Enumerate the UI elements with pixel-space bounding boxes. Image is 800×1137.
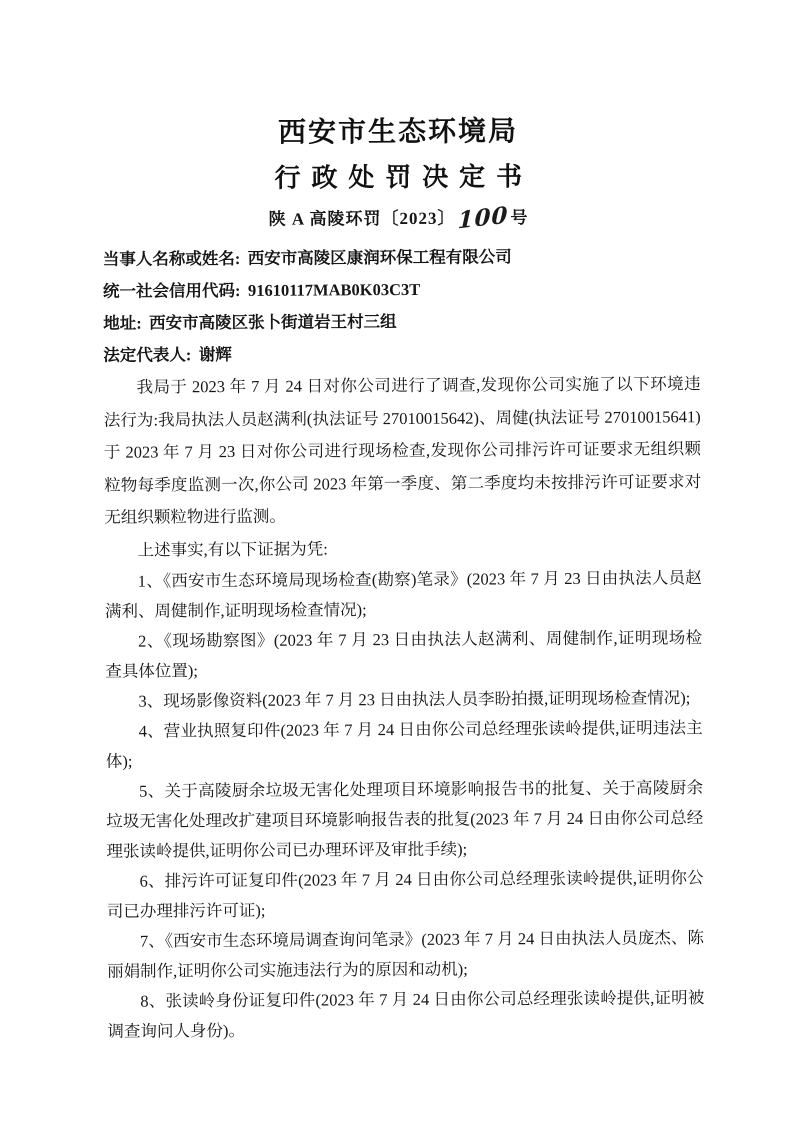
doc-number-suffix: 号 bbox=[510, 208, 529, 228]
legal-rep-value: 谢辉 bbox=[198, 345, 232, 365]
handwritten-number: 100 bbox=[457, 201, 509, 235]
evidence-item-2: 2、《现场勘察图》(2023 年 7 月 23 日由执法人赵满利、周健制作,证明现场检查具体位置); bbox=[105, 628, 703, 681]
evidence-intro: 上述事实,有以下证据为凭: bbox=[137, 538, 328, 560]
address-value: 西安市高陵区张卜街道岩王村三组 bbox=[149, 312, 397, 333]
legal-rep-label: 法定代表人: bbox=[103, 345, 192, 365]
doc-title: 行政处罚决定书 bbox=[274, 161, 534, 193]
evidence-item-1: 1、《西安市生态环境局现场检查(勘察)笔录》(2023 年 7 月 23 日由执法人员赵满利、周健制作,证明现场检查情况); bbox=[104, 568, 702, 621]
evidence-item-5: 5、关于高陵厨余垃圾无害化处理项目环境影响报告书的批复、关于高陵厨余垃圾无害化处理改扩建项目环境影响报告表的批复(2023 年 7 月 24 日由你公司总经理张读岭提供,证明你公司已办理环评及审批手续); bbox=[106, 778, 704, 861]
violation-paragraph: 我局于 2023 年 7 月 24 日对你公司进行了调查,发现你公司实施了以下环境违法行为:我局执法人员赵满利(执法证号 27010015642)、周健(执法证号 27010015641)于 2023 年 7 月 23 日对你公司进行现场检查,发现你公司排污许可证要求无组织颗粒物每季度监测一次,你公司 2023 年第一季度、第二季度均未按排污许可证要求对无组织颗粒物进行监测。 bbox=[103, 374, 702, 527]
address-line bbox=[103, 304, 700, 340]
evidence-item-8: 8、张读岭身份证复印件(2023 年 7 月 24 日由你公司总经理张读岭提供,证明被调查询问人身份)。 bbox=[107, 988, 705, 1041]
doc-number-prefix: 陕 A 高陵环罚〔2023〕 bbox=[268, 208, 456, 229]
party-name-label: 当事人名称或姓名: bbox=[102, 248, 241, 269]
evidence-item-6: 6、排污许可证复印件(2023 年 7 月 24 日由你公司总经理张读岭提供,证明你公司已办理排污许可证); bbox=[106, 868, 704, 921]
evidence-item-4: 4、营业执照复印件(2023 年 7 月 24 日由你公司总经理张读岭提供,证明违法主体); bbox=[105, 718, 703, 771]
credit-code-value: 91610117MAB0K03C3T bbox=[247, 279, 421, 300]
doc-number bbox=[0, 201, 799, 235]
document-body bbox=[103, 240, 705, 1047]
party-name-line bbox=[103, 240, 700, 276]
credit-code-label: 统一社会信用代码: bbox=[102, 280, 241, 301]
party-name-value: 西安市高陵区康润环保工程有限公司 bbox=[247, 247, 512, 268]
address-label: 地址: bbox=[103, 313, 142, 333]
evidence-item-7: 7、《西安市生态环境局调查询问笔录》(2023 年 7 月 24 日由执法人员庞杰、陈丽娟制作,证明你公司实施违法行为的原因和动机); bbox=[107, 928, 705, 981]
title-block bbox=[0, 0, 799, 235]
credit-code-line bbox=[103, 272, 700, 308]
agency-title: 西安市生态环境局 bbox=[277, 115, 519, 148]
legal-rep-line bbox=[103, 336, 700, 372]
evidence-item-3: 3、现场影像资料(2023 年 7 月 23 日由执法人员李盼拍摄,证明现场检查情况); bbox=[138, 688, 691, 711]
